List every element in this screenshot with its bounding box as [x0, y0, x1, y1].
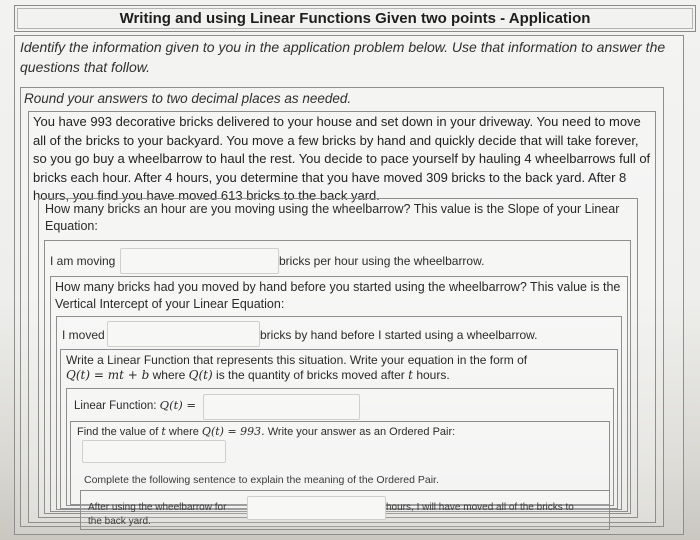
q3-form: Q(t) = mt + b: [66, 368, 150, 382]
q3-qt: Q(t): [188, 368, 213, 382]
q1-prefix: I am moving: [50, 254, 116, 268]
bricks-per-hour-input[interactable]: [120, 248, 279, 274]
page-title: [14, 5, 696, 32]
q4-eq: Q(t) = 993.: [201, 425, 265, 438]
q3-where: where: [152, 368, 186, 382]
page-title-text: Writing and using Linear Functions Given two points - Application: [119, 10, 591, 27]
bricks-by-hand-input[interactable]: [107, 321, 260, 347]
intro-text: Identify the information given to you in the application problem below. Use that information to answer the questions that follow.: [20, 39, 666, 75]
q3-question-b: is the quantity of bricks moved after: [216, 368, 405, 382]
q3-func: Q(t) =: [159, 398, 196, 412]
q4-t: t: [161, 425, 166, 438]
q4-where: where: [168, 426, 199, 438]
q3-question: [66, 353, 614, 383]
hours-until-done-input[interactable]: [247, 496, 386, 520]
q3-prefix-label: Linear Function:: [74, 400, 157, 412]
q3-hours: hours.: [416, 368, 450, 382]
q4-question-a: Find the value of: [77, 426, 159, 438]
q2-suffix: bricks by hand before I started using a wheelbarrow.: [260, 328, 538, 342]
q5-suffix: hours, I will have moved all of the bricks to: [386, 502, 574, 513]
q2-prefix: I moved: [62, 328, 105, 342]
round-note: Round your answers to two decimal places as needed.: [24, 91, 352, 106]
ordered-pair-input[interactable]: [82, 440, 226, 463]
q3-prefix: [74, 398, 196, 412]
q2-question: How many bricks had you moved by hand before you started using the wheelbarrow? This value is the Vertical Intercept of your Linear Equation:: [55, 280, 621, 311]
q5-question: Complete the following sentence to explain the meaning of the Ordered Pair.: [84, 474, 439, 486]
q3-t: t: [408, 368, 413, 382]
q5-suffix2: the back yard.: [88, 516, 151, 527]
q3-question-a: Write a Linear Function that represents this situation. Write your equation in the form of: [66, 353, 528, 367]
q1-suffix: bricks per hour using the wheelbarrow.: [279, 254, 485, 268]
q4-question-b: Write your answer as an Ordered Pair:: [267, 426, 456, 438]
q5-prefix: After using the wheelbarrow for: [88, 502, 227, 513]
problem-text: You have 993 decorative bricks delivered to your house and set down in your driveway. You need to move all of the bricks to your backyard. You move a few bricks by hand and quickly decide that will take forever, so you go buy a wheelbarrow to haul the rest. You decide to pace yourself by hauling 4 wheelbarrows full of bricks each hour. After 4 hours, you determine that you have moved 309 bricks to the back yard. After 8 hours, you find you have moved 613 bricks to the back yard.: [33, 114, 651, 203]
linear-function-input[interactable]: [203, 394, 360, 420]
q4-question: [77, 425, 455, 438]
q1-question: How many bricks an hour are you moving using the wheelbarrow? This value is the Slope of your Linear Equation:: [45, 202, 620, 233]
